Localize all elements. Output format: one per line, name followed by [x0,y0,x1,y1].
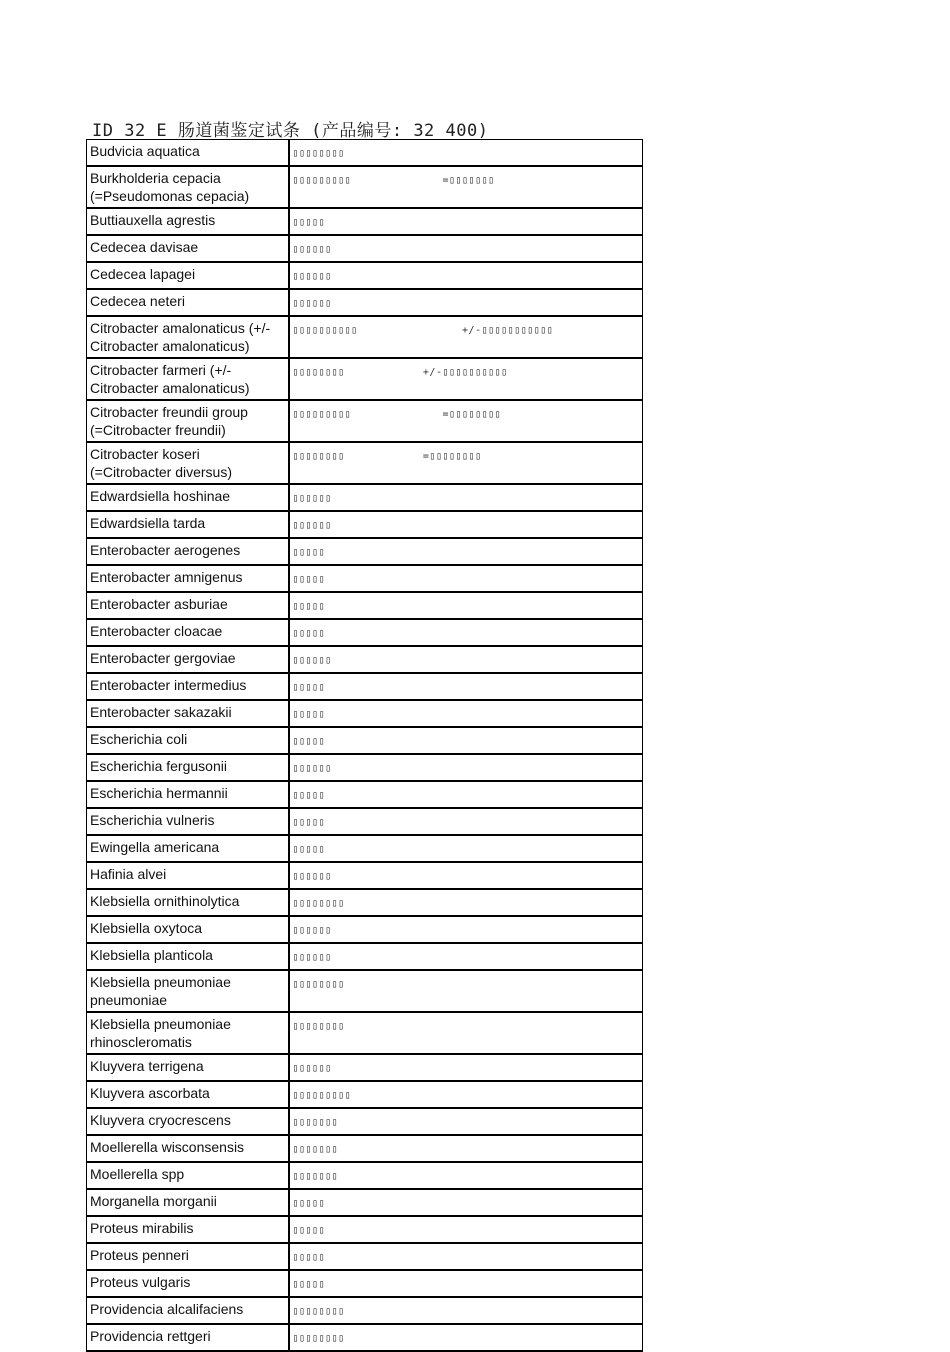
chinese-name-cell [289,1270,643,1297]
species-name-cell: Citrobacter farmeri (+/- Citrobacter amalonaticus) [87,358,289,400]
table-row [87,484,643,511]
chinese-name-cell [289,916,643,943]
table-row [87,316,643,358]
table-row [87,943,643,970]
chinese-name-text: ▯▯▯▯▯ [292,217,326,228]
species-table [86,139,643,1352]
table-row [87,646,643,673]
chinese-name-text: ▯▯▯▯▯▯▯▯ [292,979,345,990]
chinese-name-cell [289,1108,643,1135]
chinese-name-cell [289,1297,643,1324]
chinese-name-text: ▯▯▯▯▯▯▯▯ [292,148,345,159]
chinese-name-text: ▯▯▯▯▯ [292,709,326,720]
chinese-name-text: ▯▯▯▯▯▯▯▯▯ =▯▯▯▯▯▯▯▯ [292,409,502,420]
chinese-name-cell [289,511,643,538]
chinese-name-text: ▯▯▯▯▯▯ [292,655,332,666]
chinese-name-text: ▯▯▯▯▯▯▯▯ [292,1333,345,1344]
species-name-cell: Klebsiella pneumoniae pneumoniae [87,970,289,1012]
chinese-name-cell [289,592,643,619]
species-name-cell: Escherichia fergusonii [87,754,289,781]
species-name-cell: Burkholderia cepacia (=Pseudomonas cepacia) [87,166,289,208]
chinese-name-text: ▯▯▯▯▯▯ [292,271,332,282]
chinese-name-cell [289,484,643,511]
chinese-name-text: ▯▯▯▯▯ [292,736,326,747]
species-name-cell: Providencia rettgeri [87,1324,289,1351]
chinese-name-text: ▯▯▯▯▯ [292,1279,326,1290]
table-row [87,166,643,208]
chinese-name-text: ▯▯▯▯▯▯ [292,925,332,936]
chinese-name-text: ▯▯▯▯▯▯ [292,871,332,882]
chinese-name-cell [289,1135,643,1162]
table-row [87,727,643,754]
chinese-name-cell [289,673,643,700]
species-name-cell: Proteus mirabilis [87,1216,289,1243]
chinese-name-cell [289,781,643,808]
table-row [87,358,643,400]
chinese-name-cell [289,808,643,835]
chinese-name-text: ▯▯▯▯▯▯▯▯ [292,1021,345,1032]
table-row [87,1135,643,1162]
chinese-name-cell [289,943,643,970]
chinese-name-cell [289,727,643,754]
chinese-name-text: ▯▯▯▯▯▯▯▯▯ [292,1090,352,1101]
species-name-cell: Moellerella wisconsensis [87,1135,289,1162]
species-name-cell: Cedecea davisae [87,235,289,262]
chinese-name-cell [289,235,643,262]
table-row [87,442,643,484]
chinese-name-cell [289,889,643,916]
species-name-cell: Enterobacter sakazakii [87,700,289,727]
table-row [87,1012,643,1054]
chinese-name-cell [289,1243,643,1270]
species-name-cell: Kluyvera cryocrescens [87,1108,289,1135]
species-name-cell: Morganella morganii [87,1189,289,1216]
species-name-cell: Ewingella americana [87,835,289,862]
table-row [87,1324,643,1351]
table-row [87,889,643,916]
table-row [87,835,643,862]
chinese-name-text: ▯▯▯▯▯ [292,1225,326,1236]
table-row [87,970,643,1012]
chinese-name-cell [289,358,643,400]
species-name-cell: Escherichia hermannii [87,781,289,808]
table-row [87,808,643,835]
chinese-name-text: ▯▯▯▯▯ [292,574,326,585]
chinese-name-text: ▯▯▯▯▯ [292,817,326,828]
table-row [87,1081,643,1108]
chinese-name-text: ▯▯▯▯▯▯▯▯▯ =▯▯▯▯▯▯▯ [292,175,495,186]
table-row [87,400,643,442]
chinese-name-cell [289,1081,643,1108]
species-name-cell: Enterobacter asburiae [87,592,289,619]
table-row [87,1243,643,1270]
chinese-name-cell [289,646,643,673]
table-row [87,1162,643,1189]
table-row [87,1054,643,1081]
table-row [87,781,643,808]
chinese-name-text: ▯▯▯▯▯▯ [292,520,332,531]
table-row [87,511,643,538]
species-name-cell: Citrobacter freundii group (=Citrobacter freundii) [87,400,289,442]
chinese-name-text: ▯▯▯▯▯▯▯▯▯▯ +/-▯▯▯▯▯▯▯▯▯▯▯ [292,325,554,336]
species-name-cell: Cedecea neteri [87,289,289,316]
table-row [87,592,643,619]
species-name-cell: Proteus vulgaris [87,1270,289,1297]
species-name-cell: Kluyvera terrigena [87,1054,289,1081]
table-row [87,235,643,262]
chinese-name-text: ▯▯▯▯▯▯ [292,952,332,963]
chinese-name-cell [289,140,643,167]
chinese-name-cell [289,442,643,484]
chinese-name-cell [289,970,643,1012]
chinese-name-text: ▯▯▯▯▯ [292,682,326,693]
chinese-name-cell [289,538,643,565]
chinese-name-cell [289,619,643,646]
table-row [87,1216,643,1243]
chinese-name-cell [289,208,643,235]
table-row [87,862,643,889]
chinese-name-cell [289,262,643,289]
table-row [87,208,643,235]
chinese-name-cell [289,862,643,889]
chinese-name-cell [289,1012,643,1054]
chinese-name-cell [289,1216,643,1243]
chinese-name-cell [289,565,643,592]
table-row [87,140,643,167]
table-row [87,673,643,700]
chinese-name-cell [289,700,643,727]
species-name-cell: Kluyvera ascorbata [87,1081,289,1108]
chinese-name-cell [289,166,643,208]
chinese-name-text: ▯▯▯▯▯ [292,1198,326,1209]
species-name-cell: Hafinia alvei [87,862,289,889]
chinese-name-text: ▯▯▯▯▯▯▯▯ +/-▯▯▯▯▯▯▯▯▯▯ [292,367,508,378]
species-name-cell: Providencia alcalifaciens [87,1297,289,1324]
chinese-name-text: ▯▯▯▯▯▯ [292,763,332,774]
species-name-cell: Klebsiella pneumoniae rhinoscleromatis [87,1012,289,1054]
species-name-cell: Budvicia aquatica [87,140,289,167]
chinese-name-text: ▯▯▯▯▯▯ [292,298,332,309]
table-row [87,754,643,781]
chinese-name-cell [289,400,643,442]
table-row [87,289,643,316]
chinese-name-cell [289,1162,643,1189]
chinese-name-text: ▯▯▯▯▯▯▯▯ [292,1306,345,1317]
chinese-name-text: ▯▯▯▯▯▯▯ [292,1171,339,1182]
chinese-name-text: ▯▯▯▯▯▯▯ [292,1144,339,1155]
chinese-name-cell [289,1324,643,1351]
chinese-name-text: ▯▯▯▯▯ [292,844,326,855]
table-row [87,1189,643,1216]
chinese-name-text: ▯▯▯▯▯▯▯▯ =▯▯▯▯▯▯▯▯ [292,451,482,462]
table-row [87,1108,643,1135]
table-row [87,565,643,592]
table-row [87,916,643,943]
chinese-name-text: ▯▯▯▯▯ [292,1252,326,1263]
chinese-name-cell [289,316,643,358]
species-name-cell: Enterobacter gergoviae [87,646,289,673]
species-name-cell: Klebsiella planticola [87,943,289,970]
species-name-cell: Klebsiella oxytoca [87,916,289,943]
chinese-name-cell [289,754,643,781]
species-name-cell: Escherichia coli [87,727,289,754]
chinese-name-text: ▯▯▯▯▯▯ [292,1063,332,1074]
species-name-cell: Enterobacter amnigenus [87,565,289,592]
species-name-cell: Enterobacter aerogenes [87,538,289,565]
chinese-name-cell [289,835,643,862]
chinese-name-cell [289,1189,643,1216]
chinese-name-text: ▯▯▯▯▯▯ [292,493,332,504]
species-name-cell: Citrobacter koseri (=Citrobacter diversus) [87,442,289,484]
species-name-cell: Cedecea lapagei [87,262,289,289]
species-name-cell: Edwardsiella hoshinae [87,484,289,511]
chinese-name-text: ▯▯▯▯▯ [292,601,326,612]
species-name-cell: Escherichia vulneris [87,808,289,835]
chinese-name-text: ▯▯▯▯▯ [292,790,326,801]
chinese-name-text: ▯▯▯▯▯ [292,628,326,639]
table-row [87,538,643,565]
species-name-cell: Edwardsiella tarda [87,511,289,538]
species-name-cell: Proteus penneri [87,1243,289,1270]
table-row [87,1270,643,1297]
species-name-cell: Enterobacter intermedius [87,673,289,700]
species-name-cell: Buttiauxella agrestis [87,208,289,235]
species-name-cell: Enterobacter cloacae [87,619,289,646]
chinese-name-text: ▯▯▯▯▯▯ [292,244,332,255]
species-name-cell: Klebsiella ornithinolytica [87,889,289,916]
chinese-name-text: ▯▯▯▯▯ [292,547,326,558]
chinese-name-text: ▯▯▯▯▯▯▯▯ [292,898,345,909]
species-table-body [87,140,643,1352]
species-name-cell: Citrobacter amalonaticus (+/- Citrobacter amalonaticus) [87,316,289,358]
species-name-cell: Moellerella spp [87,1162,289,1189]
chinese-name-cell [289,1054,643,1081]
chinese-name-text: ▯▯▯▯▯▯▯ [292,1117,339,1128]
table-row [87,262,643,289]
page-title: ID 32 E 肠道菌鉴定试条 (产品编号: 32 400) [92,121,489,141]
table-row [87,700,643,727]
chinese-name-cell [289,289,643,316]
table-row [87,619,643,646]
table-row [87,1297,643,1324]
